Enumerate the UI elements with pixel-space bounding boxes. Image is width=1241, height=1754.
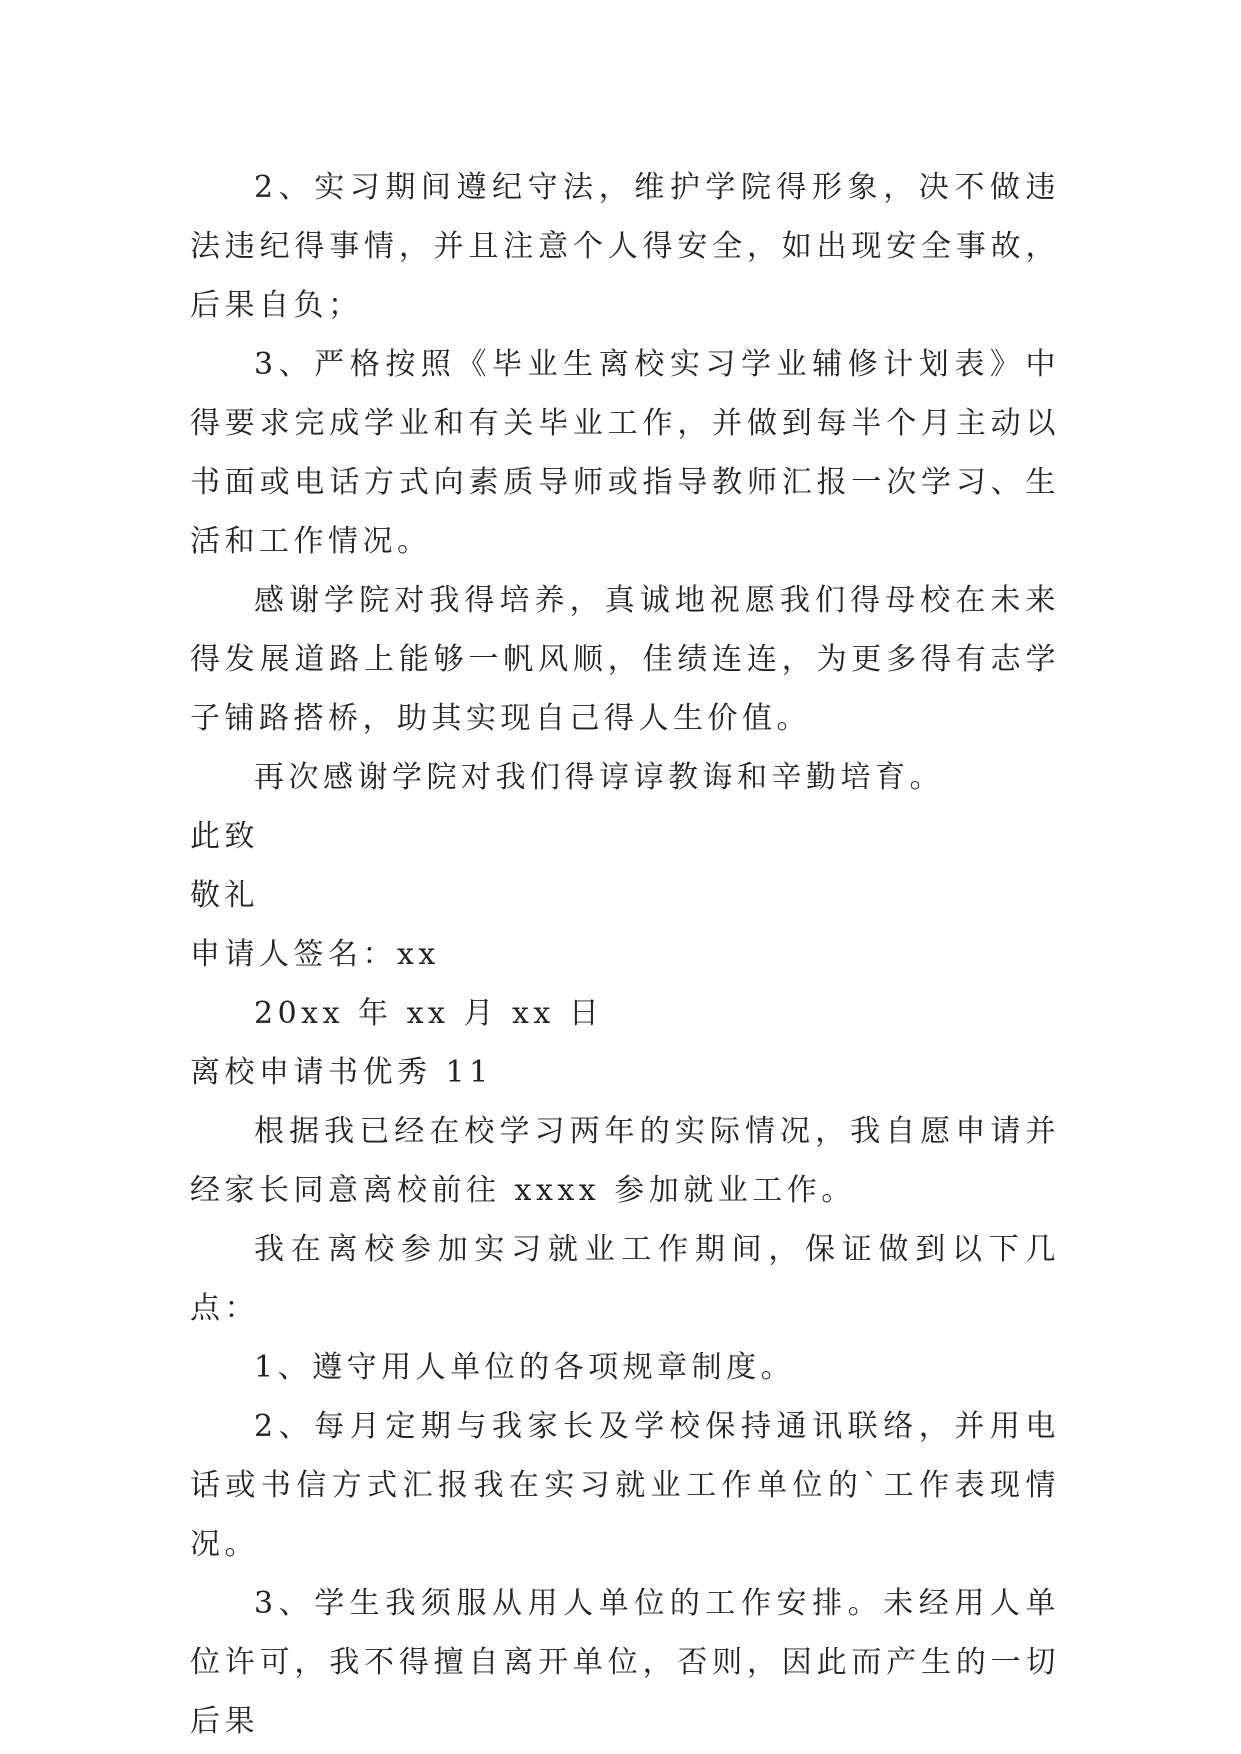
closing-cizhi: 此致 — [190, 819, 259, 854]
paragraph-rule-3: 3、学生我须服从用人单位的工作安排。未经用人单位许可，我不得擅自离开单位，否则，因此而产生的一切后果 — [190, 1586, 1060, 1739]
paragraph-item-3: 3、严格按照《毕业生离校实习学业辅修计划表》中得要求完成学业和有关毕业工作，并做到每半个月主动以书面或电话方式向素质导师或指导教师汇报一次学习、生活和工作情况。 — [190, 347, 1060, 559]
paragraph-guarantee: 我在离校参加实习就业工作期间，保证做到以下几点： — [190, 1232, 1060, 1326]
paragraph-thanks: 感谢学院对我得培养，真诚地祝愿我们得母校在未来得发展道路上能够一帆风顺，佳绩连连，为更多得有志学子铺路搭桥，助其实现自己得人生价值。 — [190, 583, 1060, 736]
section-title: 离校申请书优秀 11 — [190, 1055, 493, 1090]
paragraph-rule-1: 1、遵守用人单位的各项规章制度。 — [254, 1350, 796, 1385]
document-body — [190, 158, 1060, 1751]
paragraph-item-2: 2、实习期间遵纪守法，维护学院得形象，决不做违法违纪得事情，并且注意个人得安全，如出现安全事故，后果自负； — [190, 170, 1060, 323]
date-line: 20xx 年 xx 月 xx 日 — [254, 996, 604, 1031]
paragraph-rule-2: 2、每月定期与我家长及学校保持通讯联络，并用电话或书信方式汇报我在实习就业工作单位的`工作表现情况。 — [190, 1409, 1060, 1562]
paragraph-intro: 根据我已经在校学习两年的实际情况，我自愿申请并经家长同意离校前往 xxxx 参加就业工作。 — [190, 1114, 1060, 1208]
paragraph-thanks-again: 再次感谢学院对我们得谆谆教诲和辛勤培育。 — [254, 760, 944, 795]
signature-line: 申请人签名：xx — [190, 937, 440, 972]
closing-jingli: 敬礼 — [190, 878, 259, 913]
